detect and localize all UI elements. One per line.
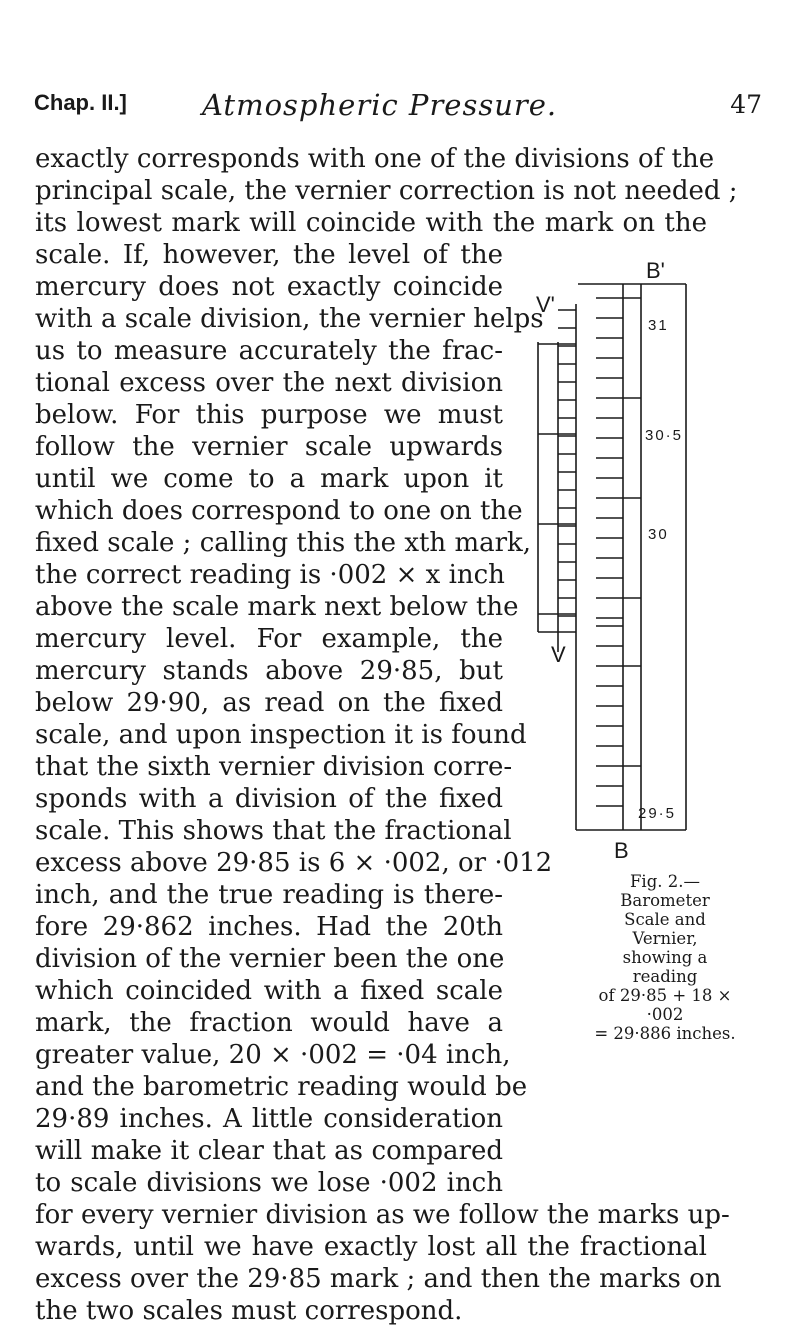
scale-ticks bbox=[538, 284, 686, 622]
text-line: with a scale division, the vernier helps bbox=[35, 304, 544, 334]
text-line: for every vernier division as we follow the marks up- bbox=[35, 1200, 730, 1230]
text-line: exactly corresponds with one of the divisions of the bbox=[35, 144, 715, 174]
text-line: principal scale, the vernier correction is not needed ; bbox=[35, 176, 738, 206]
text-line: that the sixth vernier division corre- bbox=[35, 752, 513, 782]
text-line: 29·89 inches. A little consideration bbox=[35, 1104, 503, 1134]
chapter-label: Chap. II.] bbox=[34, 90, 127, 115]
text-line: scale. If, however, the level of the bbox=[35, 240, 503, 270]
scale-value-29-5: 29·5 bbox=[638, 805, 677, 822]
text-line: follow the vernier scale upwards bbox=[35, 432, 503, 462]
vernier-top-label: V' bbox=[536, 292, 555, 317]
running-title: Atmospheric Pressure. bbox=[202, 88, 558, 122]
scale-value-30-5: 30·5 bbox=[645, 427, 684, 444]
text-line: scale. This shows that the fractional bbox=[35, 816, 512, 846]
text-line: scale, and upon inspection it is found bbox=[35, 720, 527, 750]
text-line: division of the vernier been the one bbox=[35, 944, 505, 974]
text-line: excess above 29·85 is 6 × ·002, or ·012 bbox=[35, 848, 553, 878]
text-line: the two scales must correspond. bbox=[35, 1296, 463, 1326]
text-line: greater value, 20 × ·002 = ·04 inch, bbox=[35, 1040, 511, 1070]
caption-line: showing a reading bbox=[622, 948, 708, 986]
text-line: which coincided with a fixed scale bbox=[35, 976, 503, 1006]
text-line: sponds with a division of the fixed bbox=[35, 784, 503, 814]
fixed-scale-top-label: B' bbox=[646, 262, 665, 283]
caption-line: = 29·886 inches. bbox=[594, 1024, 736, 1043]
scale-value-31: 31 bbox=[648, 317, 669, 334]
scale-value-30: 30 bbox=[648, 526, 669, 543]
text-line: will make it clear that as compared bbox=[35, 1136, 503, 1166]
text-line: above the scale mark next below the bbox=[35, 592, 519, 622]
barometer-vernier-figure-lower bbox=[518, 622, 718, 912]
page-number: 47 bbox=[730, 90, 762, 119]
text-line: to scale divisions we lose ·002 inch bbox=[35, 1168, 503, 1198]
text-line: mercury level. For example, the bbox=[35, 624, 503, 654]
figure-caption bbox=[590, 872, 740, 1043]
text-line: mark, the fraction would have a bbox=[35, 1008, 503, 1038]
running-header bbox=[34, 88, 762, 124]
text-line: tional excess over the next division bbox=[35, 368, 503, 398]
text-line: mercury does not exactly coincide bbox=[35, 272, 503, 302]
text-line: fore 29·862 inches. Had the 20th bbox=[35, 912, 503, 942]
caption-line: Scale and Vernier, bbox=[624, 910, 706, 948]
text-line: us to measure accurately the frac- bbox=[35, 336, 503, 366]
text-line: inch, and the true reading is there- bbox=[35, 880, 503, 910]
fixed-scale-bottom-label: B bbox=[614, 838, 629, 863]
text-line: wards, until we have exactly lost all the fractional bbox=[35, 1232, 707, 1262]
text-line: below. For this purpose we must bbox=[35, 400, 503, 430]
text-line: until we come to a mark upon it bbox=[35, 464, 503, 494]
text-line: below 29·90, as read on the fixed bbox=[35, 688, 503, 718]
text-line: the correct reading is ·002 × x inch bbox=[35, 560, 505, 590]
vernier-bottom-label-text: V bbox=[551, 642, 566, 667]
text-line: excess over the 29·85 mark ; and then the marks on bbox=[35, 1264, 722, 1294]
text-line: fixed scale ; calling this the xth mark, bbox=[35, 528, 532, 558]
text-line: and the barometric reading would be bbox=[35, 1072, 528, 1102]
text-line: mercury stands above 29·85, but bbox=[35, 656, 503, 686]
text-line: its lowest mark will coincide with the mark on the bbox=[35, 208, 707, 238]
text-line: which does correspond to one on the bbox=[35, 496, 523, 526]
barometer-vernier-figure bbox=[518, 262, 718, 622]
caption-line: Fig. 2.—Barometer bbox=[620, 872, 710, 910]
caption-line: of 29·85 + 18 × ·002 bbox=[598, 986, 732, 1024]
